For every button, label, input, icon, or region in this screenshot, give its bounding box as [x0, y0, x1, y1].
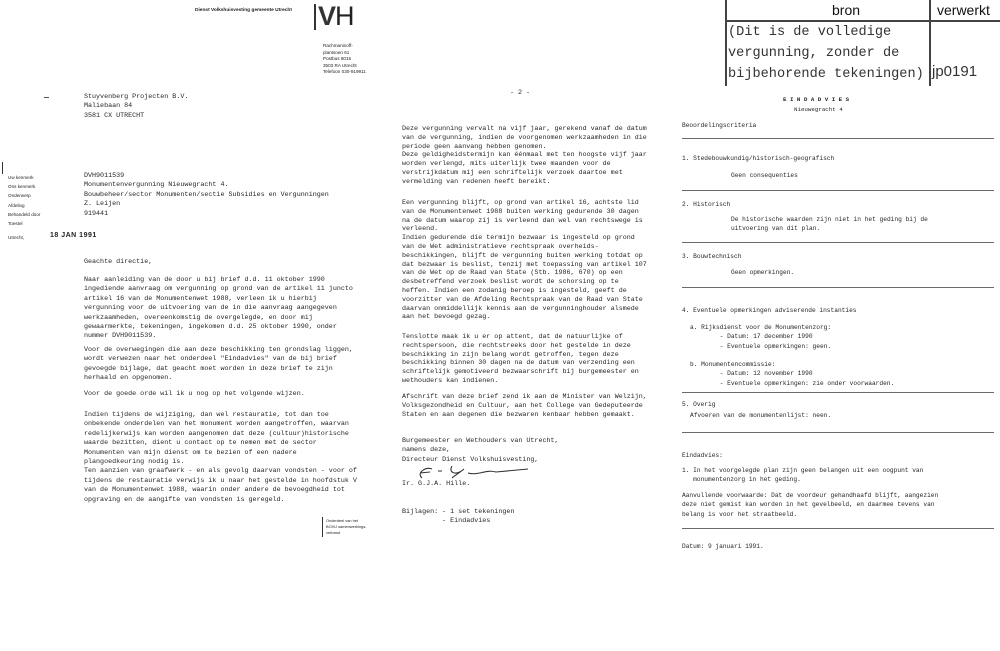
paragraph: Tenslotte maak ik u er op attent, dat de natuurlijke of rechtspersoon, die rechtstreeks door het gestelde in deze beschikking in zijn belang wordt getroffen, tegen deze beschikking binnen 30 dagen na de datum van verzending een schriftelijk gemotiveerd bezwaarschrift bij burgemeester en wethouders kan indienen.	[402, 333, 639, 385]
reference-values: DVH9011539 Monumentenvergunning Nieuwegracht 4. Bouwbeheer/sector Monumenten/sectie Subsidies en Vergunningen Z. Leijen 919441	[84, 172, 329, 218]
closing: Burgemeester en Wethouders van Utrecht, namens deze, Directeur Dienst Volkshuisvesting,	[402, 437, 559, 464]
section-body: Geen consequenties	[731, 172, 798, 179]
archive-note: (Dit is de volledige vergunning, zonder de bijbehorende tekeningen)	[728, 25, 924, 82]
divider	[682, 432, 994, 433]
signatory: Ir. G.J.A. Hille.	[402, 480, 471, 488]
letterhead-address: Rachmaninoff- plantsoen 61 Postbus 8015 3503 RA Utrecht Telefoon 030-919911	[323, 43, 366, 75]
divider	[682, 392, 994, 393]
letterhead-org: Dienst Volkshuisvesting gemeente Utrecht	[195, 8, 292, 13]
column-header-source: bron	[832, 2, 861, 18]
advisor-rijksdienst: a. Rijksdienst voor de Monumentenzorg: - Datum: 17 december 1990 - Eventuele opmerkingen: geen.	[690, 324, 832, 350]
section-title: 1. Stedebouwkundig/historisch-geografisch	[682, 155, 835, 162]
recipient-address: Stuyvenberg Projecten B.V. Maliebaan 84 3581 CX UTRECHT	[84, 93, 189, 120]
enclosures: Bijlagen: - 1 set tekeningen - Eindadvies	[402, 508, 515, 526]
advice-date: Datum: 9 januari 1991.	[682, 543, 764, 550]
section-title: 5. Overig	[682, 401, 716, 408]
section-body: De historische waarden zijn niet in het geding bij de uitvoering van dit plan.	[731, 216, 928, 233]
paragraph: Afschrift van deze brief zend ik aan de Minister van Welzijn, Volksgezondheid en Cultuur, aan het College van Gedeputeerde Staten en aan degenen die bezwaren kenbaar hebben gemaakt.	[402, 393, 647, 419]
place-label: Utrecht,	[8, 235, 25, 240]
footer-note: Onderdeel van het BOVU samenwerkings- verband	[326, 518, 367, 535]
criteria-heading: Beoordelingscriteria	[682, 122, 757, 129]
letterhead-divider	[314, 4, 316, 30]
advice-subtitle: Nieuwegracht 4	[794, 106, 843, 113]
date-stamp: 18 JAN 1991	[50, 232, 97, 239]
advisor-commissie: b. Monumentencommissie: - Datum: 12 november 1990 - Eventuele opmerkingen: zie onder voorwaarden.	[690, 361, 895, 387]
footer-divider	[322, 517, 323, 537]
signature	[412, 462, 532, 480]
paragraph: Naar aanleiding van de door u bij brief d.d. 11 oktober 1990 ingediende aanvraag om vergunning op grond van de artikel 11 juncto artikel 16 van de Monumentenwet 1988, verleen ik u hierbij vergunning voor de uitvoering van de in die aanvraag aangegeven werkzaamheden, overeenkomstig de overgelegde, en door mij gewaarmerkte, tekeningen, ingekomen d.d. 25 oktober 1990, onder nummer DVH9011539.	[84, 276, 353, 341]
section-title: 3. Bouwtechnisch	[682, 253, 742, 260]
page-number: - 2 -	[510, 89, 531, 97]
column-header-processed: verwerkt	[937, 2, 990, 18]
final-advice-heading: Eindadvies:	[682, 452, 723, 459]
divider	[682, 242, 994, 243]
paragraph: Voor de overwegingen die aan deze beschikking ten grondslag liggen, wordt verwezen naar het onderdeel "Eindadvies" van de bij brief gevoegde bijlage, dat geacht moet worden in deze brief te zijn herhaald en opgenomen.	[84, 346, 353, 383]
fold-mark	[44, 97, 49, 98]
reference-labels: Uw kenmerk Ons kenmerk Onderwerp Afdeling Behandeld door Toestel	[8, 175, 41, 227]
salutation: Geachte directie,	[84, 258, 153, 266]
section-body: Geen opmerkingen.	[731, 269, 795, 276]
divider	[682, 190, 994, 191]
section-title: 4. Eventuele opmerkingen adviserende instanties	[682, 307, 857, 314]
final-advice-point: 1. In het voorgelegde plan zijn geen belangen uit een oogpunt van monumentenzorg in het geding.	[682, 467, 924, 484]
divider	[682, 287, 994, 288]
paragraph: Een vergunning blijft, op grond van artikel 16, achtste lid van de Monumentenwet 1988 buiten werking gedurende 30 dagen na de datum waarop zij is verleend dan wel van rechtswege is verleend. Indien gedurende die termijn bezwaar is ingesteld op grond van de Wet administratieve rechtspraak overheids- beschikkingen, blijft de vergunning buiten werking totdat op dat bezwaar is beslist, tenzij met toepassing van artikel 107 van de Wet op de Raad van State (Stb. 1986, 670) op een desbetreffend verzoek beslist wordt de schorsing op te heffen. Indien een zodanig beroep is ingesteld, geeft de voorzitter van de Afdeling Rechtspraak van de Raad van State daarvan onmiddellijk kennis aan de vergunninghouder alsmede aan het bevoegd gezag.	[402, 199, 647, 322]
paragraph: Voor de goede orde wil ik u nog op het volgende wijzen.	[84, 390, 305, 398]
divider	[682, 138, 994, 139]
section-title: 2. Historisch	[682, 201, 731, 208]
paragraph: Deze vergunning vervalt na vijf jaar, gerekend vanaf de datum van de vergunning, indien de voorgenomen werkzaamheden in die periode geen aanvang hebben genomen. Deze geldigheidstermijn kan éénmaal met ten hoogste vijf jaar worden verlengd, mits uiterlijk twee maanden voor de verstrijkdatum mij een schriftelijk verzoek daartoe met vermelding van redenen heeft bereikt.	[402, 125, 647, 186]
section-body: Afvoeren van de monumentenlijst: neen.	[690, 412, 832, 419]
archive-table	[725, 0, 1000, 86]
divider	[682, 528, 994, 529]
archive-code: jp0191	[932, 63, 978, 80]
final-advice-condition: Aanvullende voorwaarde: Dat de voordeur gehandhaafd blijft, aangezien deze niet gemist kan worden in het gevelbeeld, en daarmee tevens van belang is voor het straatbeeld.	[682, 492, 939, 518]
paragraph: Indien tijdens de wijziging, dan wel restauratie, tot dan toe onbekende onderdelen van het monument worden aangetroffen, waarvan redelijkerwijs kan worden aangenomen dat deze (cultuur)historische waarde bezitten, dient u contact op te nemen met de sector Monumenten van mijn dienst om te bezien of een nadere plangoedkeuring nodig is. Ten aanzien van graafwerk - en als gevolg daarvan vondsten - voor of tijdens de restauratie verwijs ik u naar het gestelde in hoofdstuk V van de Monumentenwet 1988, waarin onder andere de bevoegdheid tot opgraving en de aangifte van vondsten is geregeld.	[84, 411, 357, 504]
vh-logo: VH	[318, 1, 354, 31]
advice-title: E I N D A D V I E S	[783, 96, 850, 103]
margin-mark	[2, 162, 3, 174]
